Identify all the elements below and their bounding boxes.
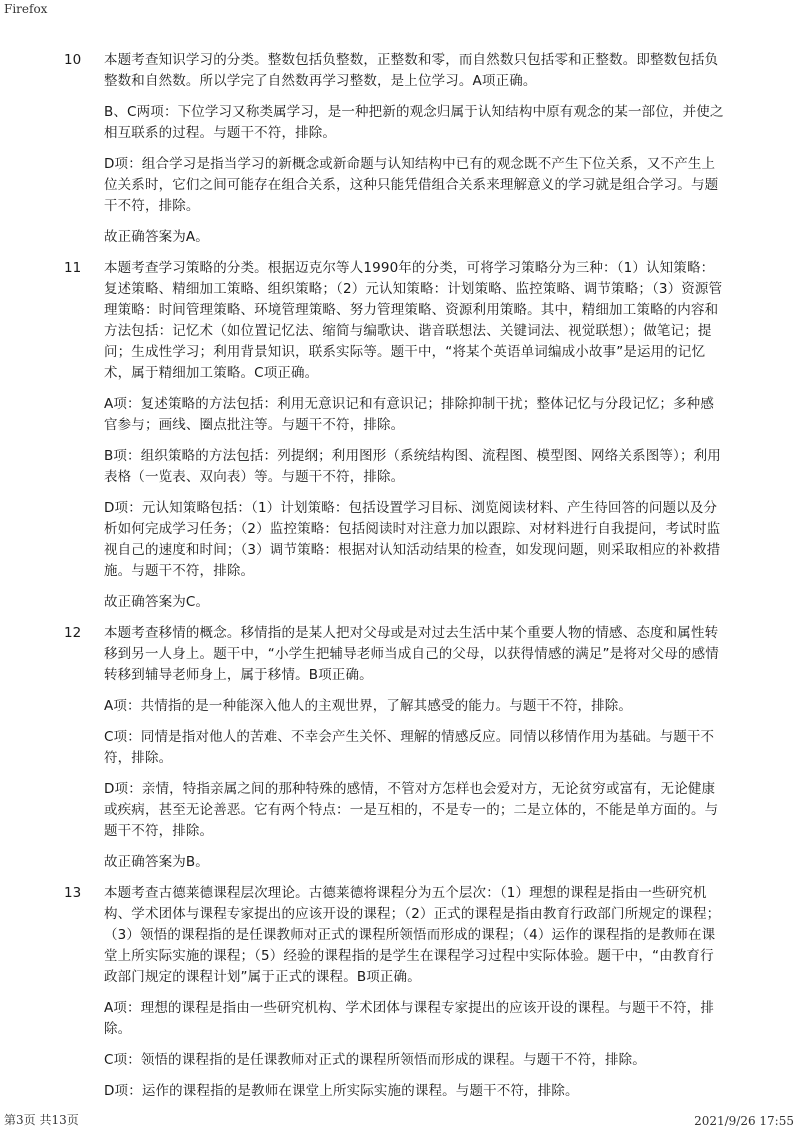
explanation-paragraph: 本题考查古德莱德课程层次理论。古德莱德将课程分为五个层次：（1）理想的课程是指由一些研究机构、学术团体与课程专家提出的应该开设的课程；（2）正式的课程是指由教育行政部门所规定的课程；（3）领悟的课程指的是任课教师对正式的课程所领悟而形成的课程；（4）运作的课程指的是教师在课堂上所实际实施的课程；（5）经验的课程指的是学生在课程学习过程中实际体验。题干中，“由教育行政部门规定的课程计划”属于正式的课程。B项正确。: [104, 885, 721, 985]
explanation-paragraph: 故正确答案为A。: [104, 229, 209, 245]
question-number: 13: [64, 885, 82, 901]
explanation-paragraph: D项：运作的课程指的是教师在课堂上所实际实施的课程。与题干不符，排除。: [104, 1083, 579, 1099]
explanation-body: [104, 50, 724, 258]
explanation-body: [104, 883, 724, 1112]
page-indicator: 第3页 共13页: [4, 1113, 79, 1127]
question-number: 12: [64, 625, 82, 641]
explanation-paragraph: D项：组合学习是指当学习的新概念或新命题与认知结构中已有的观念既不产生下位关系，又不产生上位关系时，它们之间可能存在组合关系，这种只能凭借组合关系来理解意义的学习就是组合学习。与题干不符，排除。: [104, 156, 719, 214]
explanation-paragraph: 本题考查知识学习的分类。整数包括负整数，正整数和零，而自然数只包括零和正整数。即整数包括负整数和自然数。所以学完了自然数再学习整数，是上位学习。A项正确。: [104, 52, 719, 89]
explanation-paragraph: D项：元认知策略包括：（1）计划策略：包括设置学习目标、浏览阅读材料、产生待回答的问题以及分析如何完成学习任务；（2）监控策略：包括阅读时对注意力加以跟踪、对材料进行自我提问，考试时监视自己的速度和时间；（3）调节策略：根据对认知活动结果的检查，如发现问题，则采取相应的补救措施。与题干不符，排除。: [104, 500, 721, 579]
question-number: 11: [64, 260, 82, 276]
explanation-paragraph: B、C两项：下位学习又称类属学习，是一种把新的观念归属于认知结构中原有观念的某一部位，并使之相互联系的过程。与题干不符，排除。: [104, 104, 724, 141]
explanation-paragraph: 故正确答案为B。: [104, 854, 209, 870]
explanation-paragraph: 故正确答案为C。: [104, 594, 210, 610]
browser-title: Firefox: [4, 2, 48, 16]
question-explanation: [64, 883, 724, 1112]
explanation-paragraph: A项：理想的课程是指由一些研究机构、学术团体与课程专家提出的应该开设的课程。与题干不符，排除。: [104, 1000, 714, 1037]
print-datetime: 2021/9/26 17:55: [694, 1114, 794, 1128]
explanation-body: [104, 623, 724, 883]
explanation-paragraph: 本题考查学习策略的分类。根据迈克尔等人1990年的分类，可将学习策略分为三种：（1）认知策略：复述策略、精细加工策略、组织策略；（2）元认知策略：计划策略、监控策略、调节策略；（3）资源管理策略：时间管理策略、环境管理策略、努力管理策略、资源利用策略。其中，精细加工策略的内容和方法包括：记忆术（如位置记忆法、缩简与编歌诀、谐音联想法、关键词法、视觉联想）；做笔记；提问；生成性学习；利用背景知识，联系实际等。题干中，“将某个英语单词编成小故事”是运用的记忆术，属于精细加工策略。C项正确。: [104, 260, 723, 381]
explanation-paragraph: 本题考查移情的概念。移情指的是某人把对父母或是对过去生活中某个重要人物的情感、态度和属性转移到另一人身上。题干中，“小学生把辅导老师当成自己的父母，以获得情感的满足”是将对父母的感情转移到辅导老师身上，属于移情。B项正确。: [104, 625, 719, 683]
explanation-paragraph: A项：共情指的是一种能深入他人的主观世界，了解其感受的能力。与题干不符，排除。: [104, 698, 633, 714]
explanation-paragraph: D项：亲情，特指亲属之间的那种特殊的感情，不管对方怎样也会爱对方，无论贫穷或富有，无论健康或疾病，甚至无论善恶。它有两个特点：一是互相的，不是专一的；二是立体的，不能是单方面的。与题干不符，排除。: [104, 781, 719, 839]
answer-explanations: [64, 50, 724, 1112]
question-explanation: [64, 258, 724, 623]
question-explanation: [64, 623, 724, 883]
explanation-paragraph: C项：同情是指对他人的苦难、不幸会产生关怀、理解的情感反应。同情以移情作用为基础。与题干不符，排除。: [104, 729, 715, 766]
question-number: 10: [64, 52, 82, 68]
explanation-paragraph: A项：复述策略的方法包括：利用无意识记和有意识记；排除抑制干扰；整体记忆与分段记忆；多种感官参与；画线、圈点批注等。与题干不符，排除。: [104, 396, 714, 433]
explanation-body: [104, 258, 724, 623]
explanation-paragraph: B项：组织策略的方法包括：列提纲；利用图形（系统结构图、流程图、模型图、网络关系图等）；利用表格（一览表、双向表）等。与题干不符，排除。: [104, 448, 721, 485]
explanation-paragraph: C项：领悟的课程指的是任课教师对正式的课程所领悟而形成的课程。与题干不符，排除。: [104, 1052, 646, 1068]
question-explanation: [64, 50, 724, 258]
